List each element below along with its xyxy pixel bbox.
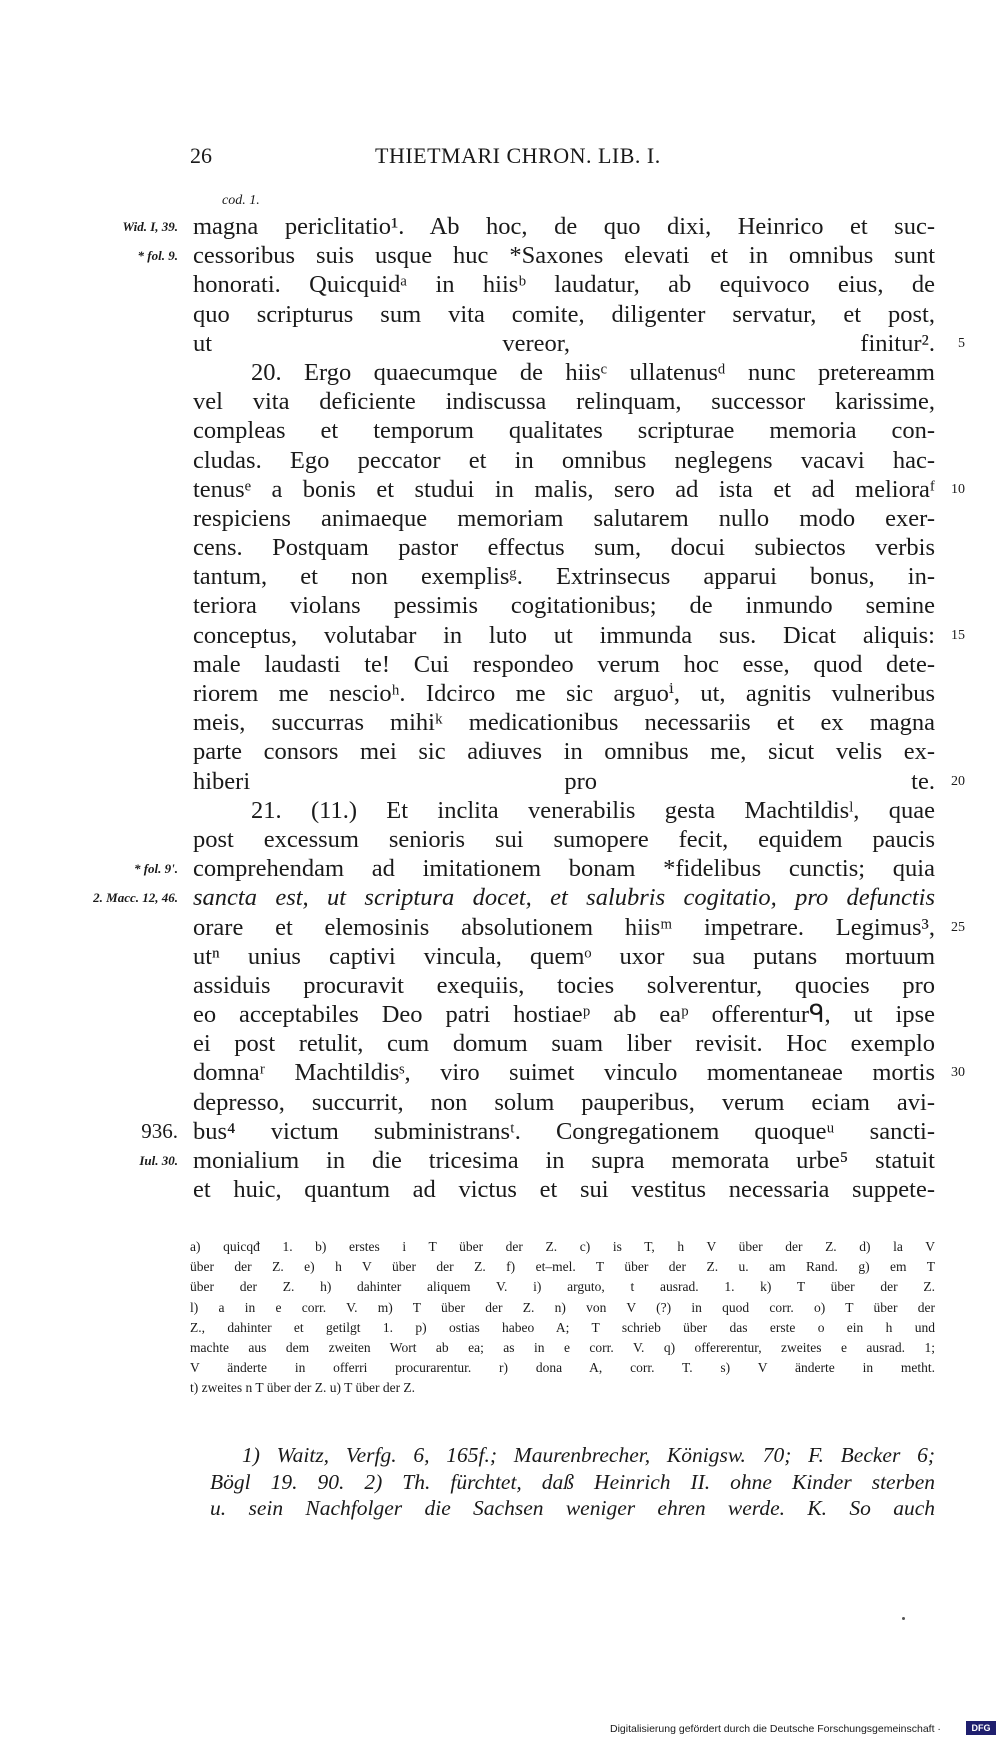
variant-note-line: über der Z. h) dahinter aliquem V. i) arguto, t ausrad. 1. k) T über der Z. — [190, 1279, 935, 1295]
text-line: hiberi pro te. 20 — [193, 767, 965, 795]
main-text — [93, 212, 965, 1204]
text-line: parte consors mei sic adiuves in omnibus me, sicut velis ex- — [193, 738, 935, 766]
text-line: domnaʳ Machtildisˢ, viro suimet vinculo momentaneae mortis 30 — [193, 1059, 965, 1087]
page-number: 26 — [190, 143, 212, 168]
text-line: cens. Postquam pastor effectus sum, docui subiectos verbis — [193, 534, 935, 562]
text-line: vel vita deficiente indiscussa relinquam, successor karissime, — [193, 388, 935, 416]
text-line: meis, succurras mihiᵏ medicationibus necessariis et ex magna — [193, 709, 935, 737]
margin-note: Wid. I, 39. — [122, 219, 178, 234]
explanatory-note-line: Bögl 19. 90. 2) Th. fürchtet, daß Heinrich II. ohne Kinder sterben — [210, 1469, 935, 1494]
text-line: tantum, et non exemplisᵍ. Extrinsecus apparui bonus, in- — [193, 563, 935, 591]
line-number: 30 — [951, 1065, 965, 1081]
text-line: quo scripturus sum vita comite, diligenter servatur, et post, — [193, 300, 935, 328]
line-number: 15 — [951, 627, 965, 643]
text-line: respiciens animaeque memoriam salutarem nullo modo exer- — [193, 504, 935, 532]
variant-note-line: über der Z. e) h V über der Z. f) et–mel. T über der Z. u. am Rand. g) em T — [190, 1259, 935, 1275]
variant-note-line: l) a in e corr. V. m) T über der Z. n) von V (?) in quod corr. o) T über der — [190, 1299, 935, 1315]
text-line: assiduis procuravit exequiis, tocies solverentur, quocies pro — [193, 971, 935, 999]
text-line: ei post retulit, cum domum suam liber revisit. Hoc exemplo — [193, 1030, 935, 1058]
variant-notes — [190, 1237, 935, 1399]
line-number: 25 — [951, 919, 965, 935]
text-line: cludas. Ego peccator et in omnibus neglegens vacavi hac- — [193, 446, 935, 474]
text-line: * fol. 9'. comprehendam ad imitationem bonam *fidelibus cunctis; quia — [193, 854, 935, 883]
variant-note-line: V änderte in offerri procurarentur. r) dona A, corr. T. s) V änderte in metht. — [190, 1360, 935, 1376]
text-line: conceptus, volutabar in luto ut immunda sus. Dicat aliquis: 15 — [193, 621, 965, 649]
line-number: 5 — [958, 335, 965, 351]
running-title: THIETMARI CHRON. LIB. I. — [375, 143, 661, 168]
variant-note-line: t) zweites n T über der Z. u) T über der Z. — [190, 1380, 416, 1396]
explanatory-note-line: 1) Waitz, Verfg. 6, 165f.; Maurenbrecher, Königsw. 70; F. Becker 6; — [242, 1443, 935, 1467]
text-line: depresso, succurrit, non solum pauperibus, verum eciam avi- — [193, 1088, 935, 1116]
text-line: 936. bus⁴ victum subministransᵗ. Congregationem quoqueᵘ sancti- — [193, 1117, 935, 1146]
text-line: riorem me nescioʰ. Idcirco me sic arguoⁱ, ut, agnitis vulneribus — [193, 680, 935, 707]
margin-note: 2. Macc. 12, 46. — [93, 890, 178, 906]
text-line: Iul. 30. monialium in die tricesima in supra memorata urbe⁵ statuit — [193, 1146, 935, 1175]
text-line: Wid. I, 39. magna periclitatio¹. Ab hoc, de quo dixi, Heinrico et suc- — [193, 212, 935, 241]
line-number: 10 — [951, 481, 965, 497]
text-line: honorati. Quicquidᵃ in hiisᵇ laudatur, ab equivoco eius, de — [193, 271, 935, 299]
margin-note: * fol. 9'. — [133, 861, 178, 877]
margin-note: * fol. 9. — [137, 248, 178, 264]
text-line: compleas et temporum qualitates scripturae memoria con- — [193, 417, 935, 445]
text-line: * fol. 9. cessoribus suis usque huc *Saxones elevati et in omnibus sunt — [193, 241, 935, 270]
margin-date: Iul. 30. — [139, 1153, 178, 1168]
text-line: teriora violans pessimis cogitationibus; de inmundo semine — [193, 592, 935, 620]
line-number: 20 — [951, 773, 965, 789]
text-line: tenusᵉ a bonis et studui in malis, sero ad ista et ad melioraᶠ 10 — [193, 475, 965, 503]
text-line: utⁿ unius captivi vincula, quemᵒ uxor sua putans mortuum — [193, 942, 935, 970]
scan-speck — [902, 1617, 905, 1620]
text-line: orare et elemosinis absolutionem hiisᵐ impetrare. Legimus³, 25 — [193, 913, 965, 941]
margin-year: 936. — [141, 1118, 178, 1143]
text-line: 2. Macc. 12, 46. sancta est, ut scriptura docet, et salubris cogitatio, pro defunctis — [193, 883, 935, 912]
variant-note-line: machte aus dem zweiten Wort ab ea; as in e corr. V. q) offererentur, zweites e ausrad. 1; — [190, 1339, 935, 1355]
text-line: ut vereor, finitur². 5 — [193, 329, 965, 357]
variant-note-line: Z., dahinter et getilgt 1. p) ostias habeo A; T schrieb über das erste o ein h und — [190, 1319, 935, 1335]
codex-note: cod. 1. — [222, 193, 260, 208]
dfg-logo: DFG — [966, 1721, 996, 1735]
variant-note-line: a) quicqđ 1. b) erstes i T über der Z. c) is T, h V über der Z. d) la V — [190, 1239, 935, 1254]
text-line: eo acceptabiles Deo patri hostiaeᵖ ab eaᵖ offerenturᑫ, ut ipse — [193, 1001, 935, 1029]
explanatory-note-line: u. sein Nachfolger die Sachsen weniger ehren werde. K. So auch — [210, 1496, 935, 1520]
explanatory-notes — [210, 1442, 935, 1522]
text-line: 21. (11.) Et inclita venerabilis gesta Machtildisˡ, quae — [251, 796, 935, 824]
text-line: et huic, quantum ad victus et sui vestitus necessaria suppete- — [193, 1176, 935, 1204]
text-line: post excessum senioris sui sumopere fecit, equidem paucis — [193, 825, 935, 853]
digitization-credit: Digitalisierung gefördert durch die Deutsche Forschungsgemeinschaft · — [610, 1723, 941, 1735]
text-line: male laudasti te! Cui respondeo verum hoc esse, quod dete- — [193, 650, 935, 678]
text-line: 20. Ergo quaecumque de hiisᶜ ullatenusᵈ nunc pretereamm — [251, 358, 935, 386]
